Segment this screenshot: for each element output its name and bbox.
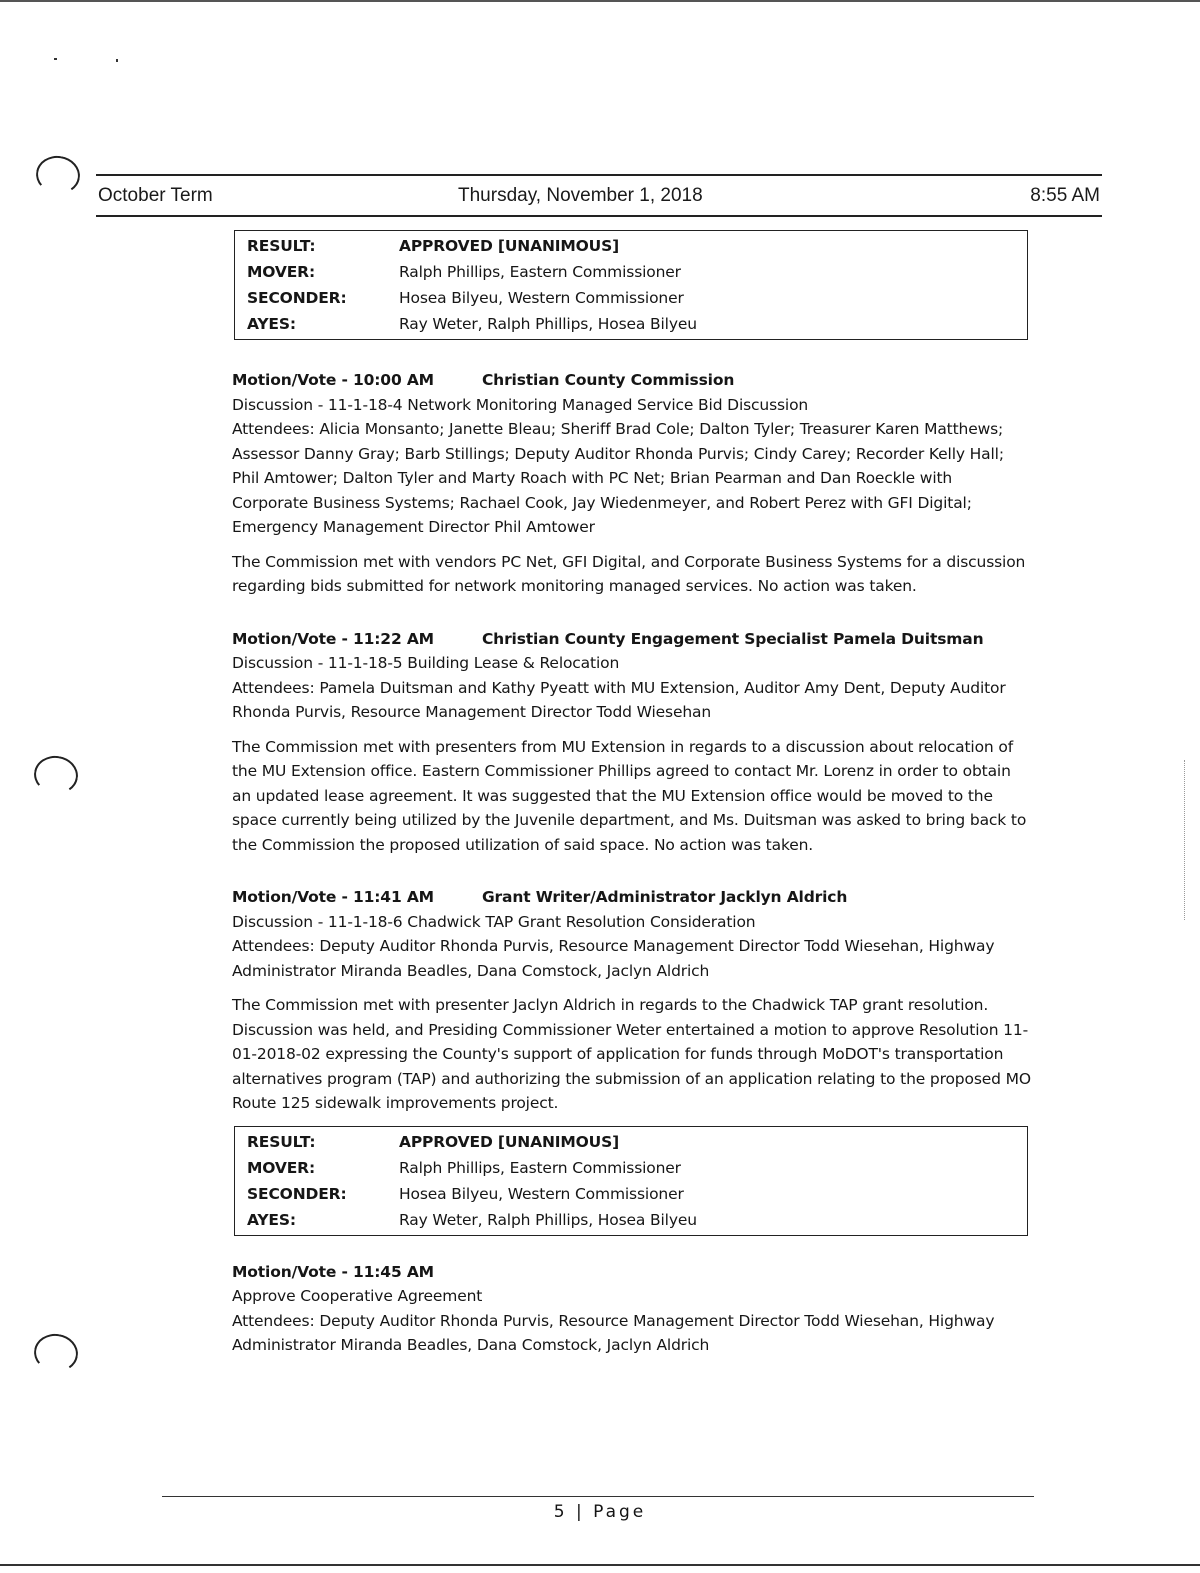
discussion-title: Discussion - 11-1-18-6 Chadwick TAP Grant Resolution Consideration [232,912,756,931]
vote-label: MOVER: [247,1158,316,1177]
vote-value: Ray Weter, Ralph Phillips, Hosea Bilyeu [399,315,697,333]
vote-value: APPROVED [UNANIMOUS] [399,1132,620,1151]
motion-time: Motion/Vote - 11:22 AM [232,629,434,648]
discussion-title: Discussion - 11-1-18-4 Network Monitoring Managed Service Bid Discussion [232,395,809,414]
vote-label: RESULT: [247,237,316,255]
header-time: 8:55 AM [1030,185,1100,206]
header-rule [96,174,1102,176]
vote-label: SECONDER: [247,1184,347,1203]
vote-value: APPROVED [UNANIMOUS] [399,237,620,255]
header-date: Thursday, November 1, 2018 [458,185,703,206]
vote-label: MOVER: [247,263,316,281]
attendees-list: Attendees: Deputy Auditor Rhonda Purvis, Resource Management Director Todd Wiesehan, Highway Administrator Miranda Beadles, Dana Comstock, Jaclyn Aldrich [232,1311,995,1354]
punch-hole-icon [32,1331,81,1375]
summary-paragraph: The Commission met with presenters from MU Extension in regards to a discussion about relocation of the MU Extension office. Eastern Commissioner Phillips agreed to contact Mr. Lorenz in order to obtain an updated lease agreement. It was suggested that the MU Extension office would be moved to the space currently being utilized by the Juvenile department, and Ms. Duitsman was asked to bring back to the Commission the proposed utilization of said space. No action was taken. [232,737,1027,854]
page-top-edge [0,0,1200,2]
summary-paragraph: The Commission met with presenter Jaclyn Aldrich in regards to the Chadwick TAP grant resolution. Discussion was held, and Presiding Commissioner Weter entertained a motion to approve Resolution 11-01-2018-02 expressing the County's support of application for funds through MoDOT's transportation alternatives program (TAP) and authorizing the submission of an application relating to the proposed MO Route 125 sidewalk improvements project. [232,996,1031,1112]
vote-value: Ralph Phillips, Eastern Commissioner [399,263,681,281]
vote-row-ayes [247,1207,1027,1233]
agenda-item [232,368,1032,599]
discussion-title: Approve Cooperative Agreement [232,1287,483,1305]
vote-label: SECONDER: [247,289,347,307]
vote-value: Hosea Bilyeu, Western Commissioner [399,1184,684,1203]
punch-hole-icon [34,153,83,197]
agenda-item [232,885,1032,1116]
vote-label: RESULT: [247,1132,316,1151]
motion-heading [232,885,1032,910]
vote-row-ayes [247,311,1027,337]
punch-hole-icon [32,753,81,797]
motion-heading [232,1260,1032,1285]
discussion-title: Discussion - 11-1-18-5 Building Lease & Relocation [232,654,620,672]
page-number: 5 | Page [553,1502,647,1522]
vote-row-mover [247,1155,1027,1181]
vote-label: AYES: [247,1210,296,1229]
vote-value: Ralph Phillips, Eastern Commissioner [399,1158,681,1177]
vote-row-result [247,1129,1027,1155]
agenda-item [232,627,1032,858]
motion-time: Motion/Vote - 11:45 AM [232,1262,434,1281]
motion-time: Motion/Vote - 11:41 AM [232,888,434,906]
vote-row-seconder [247,285,1027,311]
motion-heading [232,368,1032,393]
attendees-list: Attendees: Deputy Auditor Rhonda Purvis, Resource Management Director Todd Wiesehan, Highway Administrator Miranda Beadles, Dana Comstock, Jaclyn Aldrich [232,937,995,980]
minutes-content [232,230,1032,1358]
footer-rule [162,1496,1034,1497]
attendees-list: Attendees: Alicia Monsanto; Janette Bleau; Sheriff Brad Cole; Dalton Tyler; Treasurer Karen Matthews; Assessor Danny Gray; Barb Stillings; Deputy Auditor Rhonda Purvis; Cindy Carey; Recorder Kelly Hall; Phil Amtower; Dalton Tyler and Marty Roach with PC Net; Brian Pearman and Dan Roeckle with Corporate Business Systems; Rachael Cook, Jay Wiedenmeyer, and Robert Perez with GFI Digital; Emergency Management Director Phil Amtower [232,420,1004,536]
page-bottom-edge [0,1564,1200,1566]
scan-speck [54,58,57,60]
scan-speck [116,59,118,62]
motion-presenter: Christian County Engagement Specialist Pamela Duitsman [481,629,984,648]
motion-presenter: Christian County Commission [481,371,735,389]
vote-label: AYES: [247,315,296,333]
motion-heading [232,627,1032,652]
agenda-item [232,1260,1032,1358]
motion-time: Motion/Vote - 10:00 AM [232,371,434,389]
motion-presenter: Grant Writer/Administrator Jacklyn Aldrich [481,888,848,906]
summary-paragraph: The Commission met with vendors PC Net, GFI Digital, and Corporate Business Systems for a discussion regarding bids submitted for network monitoring managed services. No action was taken. [232,552,1026,595]
vote-row-seconder [247,1181,1027,1207]
vote-row-result [247,233,1027,259]
header-rule [96,215,1102,217]
vote-row-mover [247,259,1027,285]
scan-artifact [1184,760,1186,920]
attendees-list: Attendees: Pamela Duitsman and Kathy Pyeatt with MU Extension, Auditor Amy Dent, Deputy Auditor Rhonda Purvis, Resource Management Director Todd Wiesehan [232,678,1006,721]
vote-value: Ray Weter, Ralph Phillips, Hosea Bilyeu [399,1210,697,1229]
header-term: October Term [98,185,213,206]
vote-value: Hosea Bilyeu, Western Commissioner [399,289,684,307]
vote-result-table [234,1126,1028,1236]
vote-result-table [234,230,1028,340]
